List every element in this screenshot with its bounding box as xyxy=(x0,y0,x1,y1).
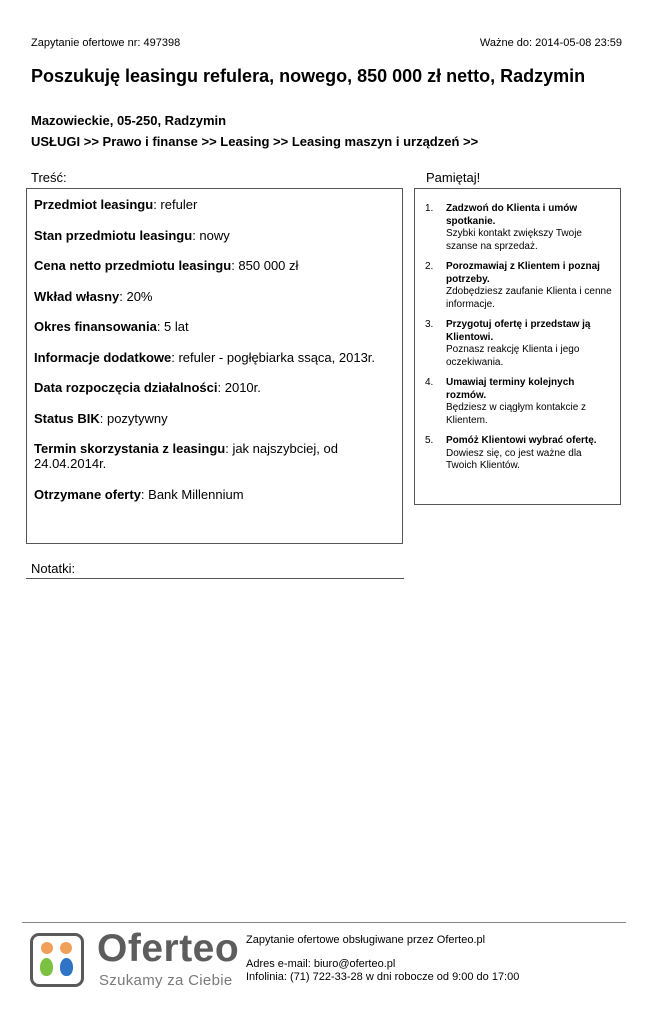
field-value: : 20% xyxy=(119,288,153,304)
field-received-offers xyxy=(34,487,395,502)
tip-item xyxy=(425,435,612,473)
field-subject-condition xyxy=(34,228,395,243)
footer-email: Adres e-mail: biuro@oferteo.pl xyxy=(246,958,396,970)
logo-wordmark: Oferteo xyxy=(97,927,240,970)
field-value: : nowy xyxy=(192,227,230,243)
field-net-price xyxy=(34,258,395,273)
tip-title: Zadzwoń do Klienta i umów spotkanie. xyxy=(446,203,578,227)
field-label: Okres finansowania xyxy=(34,319,157,334)
field-label: Przedmiot leasingu xyxy=(34,197,154,212)
logo-drop-blue xyxy=(60,958,73,976)
location: Mazowieckie, 05-250, Radzymin xyxy=(31,113,227,128)
field-label: Status BIK xyxy=(34,410,100,426)
tip-description: Zdobędziesz zaufanie Klienta i cenne informacje. xyxy=(446,286,612,310)
content-label: Treść: xyxy=(31,170,67,185)
field-value: : jak najszybciej, od 24.04.2014r. xyxy=(34,441,338,471)
field-value: : 850 000 zł xyxy=(231,258,299,273)
field-value: : refuler - pogłębiarka ssąca, 2013r. xyxy=(171,349,376,365)
notes-label: Notatki: xyxy=(31,561,76,576)
tip-description: Poznasz reakcję Klienta i jego oczekiwania. xyxy=(446,344,580,368)
content-box xyxy=(26,188,403,544)
tip-title: Pomóż Klientowi wybrać ofertę. xyxy=(446,435,597,446)
oferteo-logo xyxy=(30,927,240,993)
field-label: Termin skorzystania z leasingu xyxy=(34,441,226,456)
valid-until: Ważne do: 2014-05-08 23:59 xyxy=(479,37,622,49)
tip-number: 5. xyxy=(425,435,434,446)
tip-title: Przygotuj ofertę i przedstaw ją Klientowi. xyxy=(446,319,591,343)
field-label: Otrzymane oferty xyxy=(34,486,141,502)
tips-box xyxy=(414,188,621,505)
tip-item xyxy=(425,261,612,311)
footer-phone: Infolinia: (71) 722-33-28 w dni robocze od 9:00 do 17:00 xyxy=(246,971,520,983)
field-bik-status xyxy=(34,411,395,426)
tip-description: Będziesz w ciągłym kontakcie z Klientem. xyxy=(446,402,587,426)
tip-number: 2. xyxy=(425,261,434,272)
field-value: : Bank Millennium xyxy=(140,486,244,502)
logo-tagline: Szukamy za Ciebie xyxy=(99,972,233,989)
field-value: : 5 lat xyxy=(156,319,189,334)
footer-service-text: Zapytanie ofertowe obsługiwane przez Oferteo.pl xyxy=(246,934,486,946)
tip-number: 1. xyxy=(425,203,434,214)
tip-number: 3. xyxy=(425,319,434,330)
field-down-payment xyxy=(34,289,395,304)
logo-drop-green xyxy=(40,958,53,976)
field-label: Informacje dodatkowe xyxy=(34,349,172,365)
tip-description: Szybki kontakt zwiększy Twoje szanse na sprzedaż. xyxy=(446,228,582,252)
logo-dot-orange xyxy=(41,942,53,954)
tip-item xyxy=(425,377,612,427)
field-value: : pozytywny xyxy=(99,410,168,426)
request-number: Zapytanie ofertowe nr: 497398 xyxy=(31,37,181,49)
oferteo-logo-icon xyxy=(30,933,84,987)
tip-description: Dowiesz się, co jest ważne dla Twoich Klientów. xyxy=(446,447,582,471)
field-additional-info xyxy=(34,350,395,365)
tip-item xyxy=(425,319,612,369)
field-value: : 2010r. xyxy=(217,380,261,395)
tip-title: Porozmawiaj z Klientem i poznaj potrzeby. xyxy=(446,261,600,285)
field-label: Cena netto przedmiotu leasingu xyxy=(34,258,232,273)
field-leasing-subject xyxy=(34,197,395,212)
field-business-start-date xyxy=(34,380,395,395)
tip-number: 4. xyxy=(425,377,434,388)
field-value: : refuler xyxy=(153,197,198,212)
notes-line xyxy=(26,578,404,579)
footer-divider xyxy=(22,922,626,923)
field-financing-period xyxy=(34,319,395,334)
field-label: Wkład własny xyxy=(34,288,120,304)
remember-label: Pamiętaj! xyxy=(426,170,481,185)
tip-item xyxy=(425,203,612,253)
field-label: Stan przedmiotu leasingu xyxy=(34,227,193,243)
field-leasing-deadline xyxy=(34,441,395,471)
breadcrumb: USŁUGI >> Prawo i finanse >> Leasing >> Leasing maszyn i urządzeń >> xyxy=(31,134,479,149)
tip-title: Umawiaj terminy kolejnych rozmów. xyxy=(446,377,575,401)
logo-dot-orange xyxy=(60,942,72,954)
field-label: Data rozpoczęcia działalności xyxy=(34,380,218,395)
page-title: Poszukuję leasingu refulera, nowego, 850 000 zł netto, Radzymin xyxy=(31,66,586,86)
